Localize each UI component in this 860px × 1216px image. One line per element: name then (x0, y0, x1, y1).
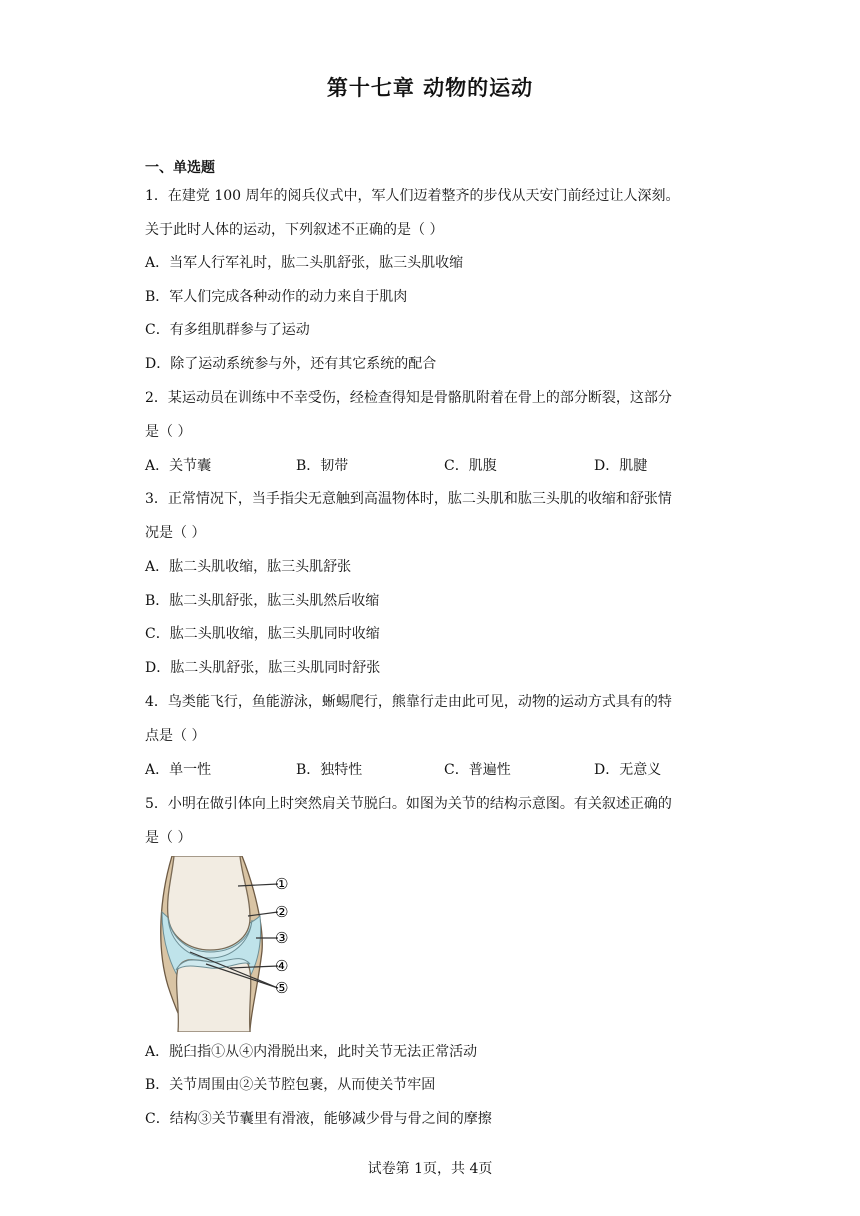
q2-stem-line2: 是（ ） (145, 424, 192, 440)
q3-stem-line1: 3．正常情况下，当手指尖无意触到高温物体时，肱二头肌和肱三头肌的收缩和舒张情 (145, 491, 672, 507)
q1-stem-line1: 1．在建党 100 周年的阅兵仪式中，军人们迈着整齐的步伐从天安门前经过让人深刻。 (145, 188, 680, 204)
joint-structure-figure (150, 856, 300, 1032)
q1-stem-line2: 关于此时人体的运动，下列叙述不正确的是（ ） (145, 222, 444, 238)
figure-label-2: ② (275, 903, 289, 921)
page-title: 第十七章 动物的运动 (326, 76, 534, 100)
q3-option-a: A．肱二头肌收缩，肱三头肌舒张 (145, 559, 352, 575)
q5-option-a: A．脱臼指①从④内滑脱出来，此时关节无法正常活动 (145, 1044, 478, 1060)
joint-socket-bone (177, 959, 251, 1032)
q3-option-b: B．肱二头肌舒张，肱三头肌然后收缩 (145, 593, 380, 609)
q5-stem-line2: 是（ ） (145, 830, 192, 846)
q5-stem-line1: 5．小明在做引体向上时突然肩关节脱臼。如图为关节的结构示意图。有关叙述正确的 (145, 796, 672, 812)
figure-label-3: ③ (275, 929, 289, 947)
q4-option-a: A．单一性 (145, 762, 212, 778)
q1-option-c: C．有多组肌群参与了运动 (145, 322, 310, 338)
page-footer: 试卷第 1页，共 4页 (367, 1161, 493, 1177)
q4-stem-line1: 4．鸟类能飞行，鱼能游泳，蜥蜴爬行，熊靠行走由此可见，动物的运动方式具有的特 (145, 694, 672, 710)
joint-head-bone (168, 856, 250, 950)
figure-label-5: ⑤ (275, 979, 289, 997)
q2-option-c: C．肌腹 (444, 458, 497, 474)
q4-stem-line2: 点是（ ） (145, 728, 206, 744)
q4-option-b: B．独特性 (296, 762, 363, 778)
q3-option-d: D．肱二头肌舒张，肱三头肌同时舒张 (145, 660, 381, 676)
q3-option-c: C．肱二头肌收缩，肱三头肌同时收缩 (145, 626, 380, 642)
q5-option-c: C．结构③关节囊里有滑液，能够减少骨与骨之间的摩擦 (145, 1111, 492, 1127)
figure-label-1: ① (275, 875, 289, 893)
q5-option-b: B．关节周围由②关节腔包裹，从而使关节牢固 (145, 1077, 436, 1093)
q1-option-d: D．除了运动系统参与外，还有其它系统的配合 (145, 356, 437, 372)
q2-stem-line1: 2．某运动员在训练中不幸受伤，经检查得知是骨骼肌附着在骨上的部分断裂，这部分 (145, 390, 672, 406)
q2-option-a: A．关节囊 (145, 458, 212, 474)
section-heading: 一、单选题 (145, 160, 215, 176)
q2-option-d: D．肌腱 (594, 458, 648, 474)
q4-option-c: C．普遍性 (444, 762, 511, 778)
q4-option-d: D．无意义 (594, 762, 662, 778)
q2-option-b: B．韧带 (296, 458, 349, 474)
q3-stem-line2: 况是（ ） (145, 525, 206, 541)
figure-label-4: ④ (275, 957, 289, 975)
q1-option-a: A．当军人行军礼时，肱二头肌舒张，肱三头肌收缩 (145, 255, 464, 271)
q1-option-b: B．军人们完成各种动作的动力来自于肌肉 (145, 289, 408, 305)
